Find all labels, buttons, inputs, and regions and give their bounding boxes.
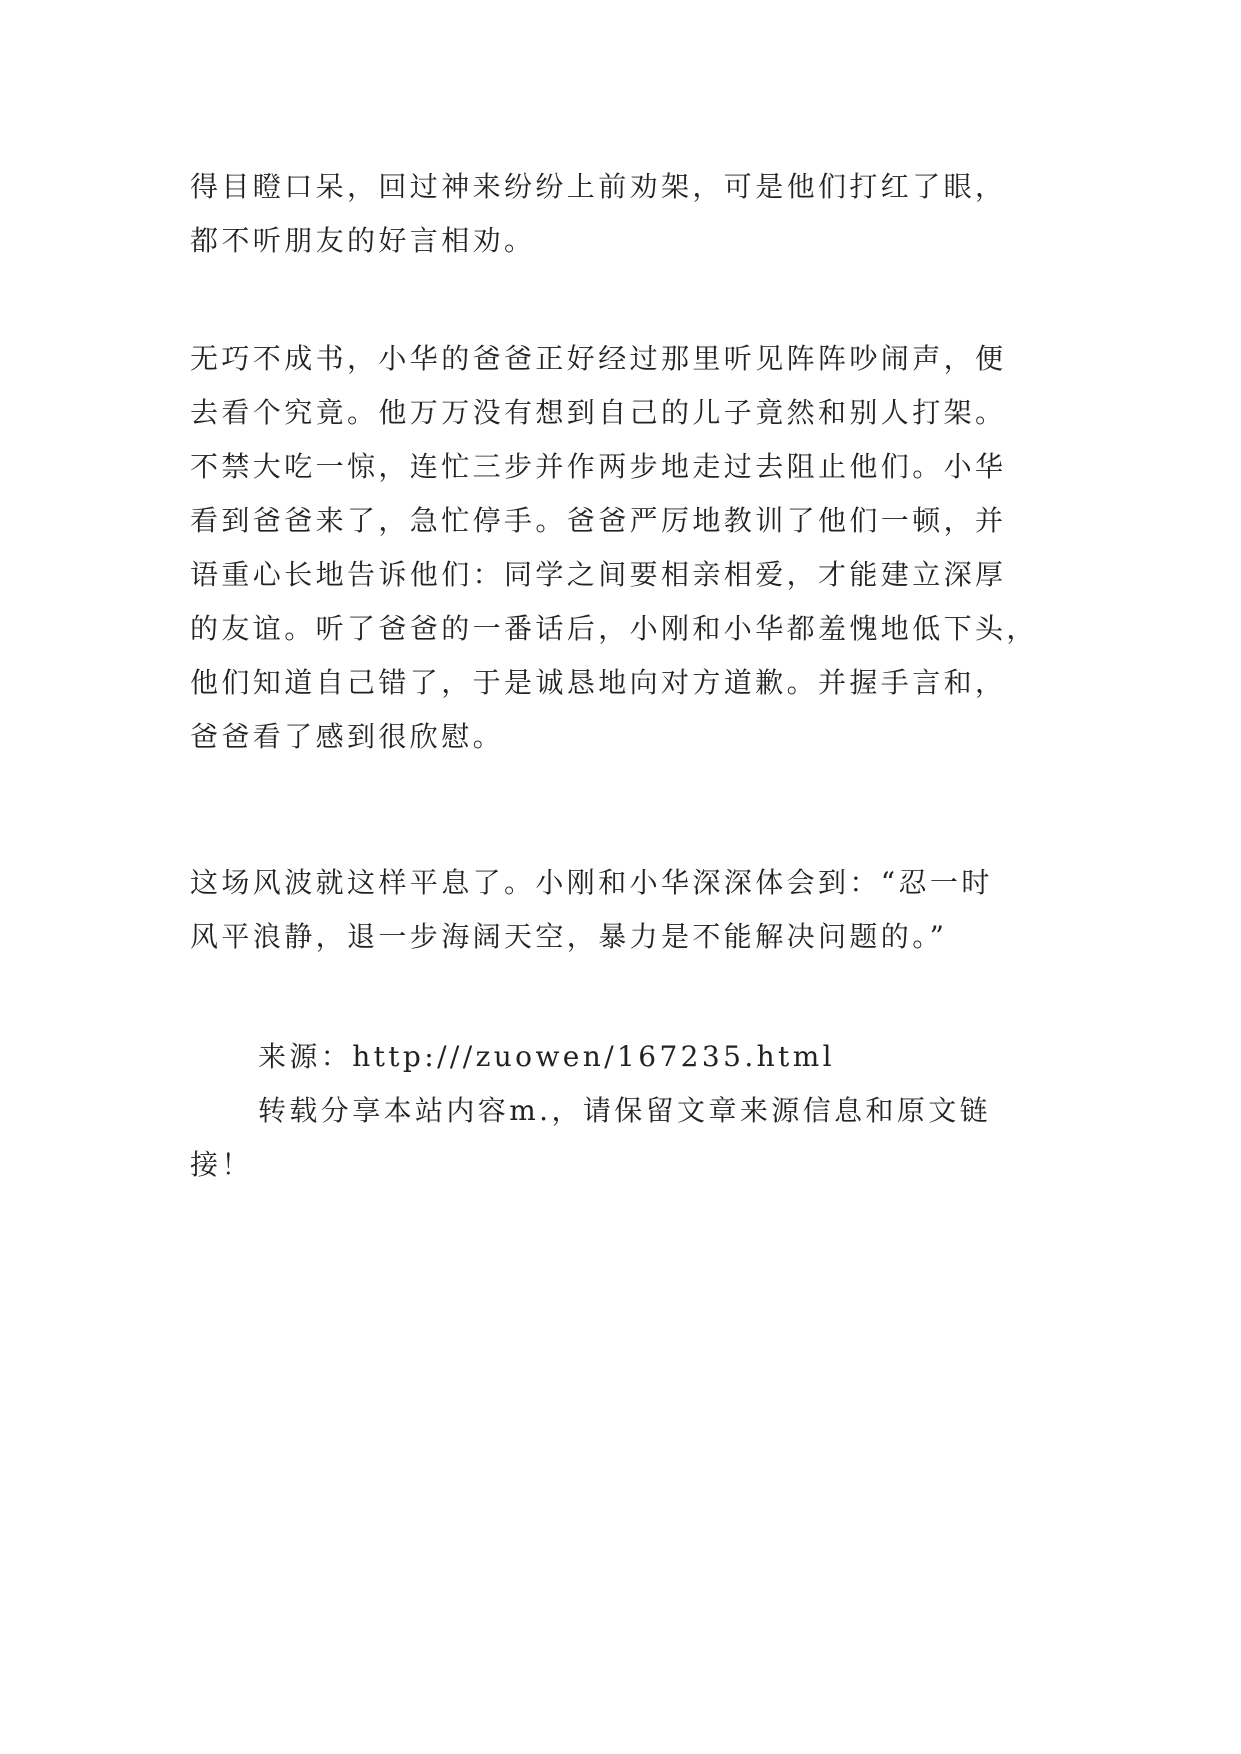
text-line: 去看个究竟。他万万没有想到自己的儿子竟然和别人打架。 bbox=[190, 396, 1007, 429]
text-line: 风平浪静，退一步海阔天空，暴力是不能解决问题的。” bbox=[190, 920, 948, 953]
text-line: 无巧不成书，小华的爸爸正好经过那里听见阵阵吵闹声，便 bbox=[190, 342, 1007, 375]
text-line: 得目瞪口呆，回过神来纷纷上前劝架，可是他们打红了眼， bbox=[190, 170, 1007, 203]
paragraph-1 bbox=[190, 160, 1060, 268]
paragraph-3 bbox=[190, 856, 1060, 964]
text-line: 的友谊。听了爸爸的一番话后，小刚和小华都羞愧地低下头， bbox=[190, 612, 1038, 645]
reprint-notice-line: 转载分享本站内容m.，请保留文章来源信息和原文链 bbox=[258, 1094, 992, 1127]
reprint-notice-line: 接！ bbox=[190, 1148, 253, 1181]
text-line: 不禁大吃一惊，连忙三步并作两步地走过去阻止他们。小华 bbox=[190, 450, 1007, 483]
text-line: 他们知道自己错了，于是诚恳地向对方道歉。并握手言和， bbox=[190, 666, 1007, 699]
text-line: 这场风波就这样平息了。小刚和小华深深体会到：“忍一时 bbox=[190, 866, 993, 899]
text-line: 都不听朋友的好言相劝。 bbox=[190, 224, 536, 257]
text-line: 看到爸爸来了，急忙停手。爸爸严厉地教训了他们一顿，并 bbox=[190, 504, 1007, 537]
paragraph-2 bbox=[190, 332, 1060, 764]
source-line: 来源：http:///zuowen/167235.html bbox=[258, 1040, 836, 1073]
source-notice bbox=[190, 1030, 1060, 1192]
text-line: 爸爸看了感到很欣慰。 bbox=[190, 720, 505, 753]
text-line: 语重心长地告诉他们：同学之间要相亲相爱，才能建立深厚 bbox=[190, 558, 1007, 591]
